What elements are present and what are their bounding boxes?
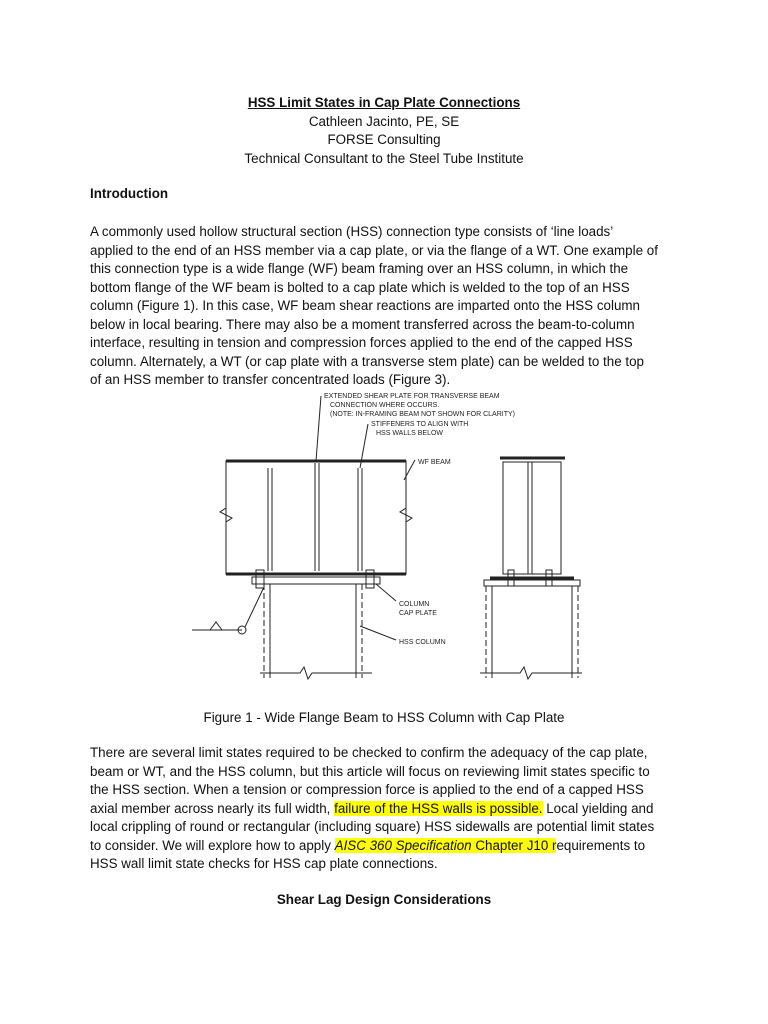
paragraph-line: A commonly used hollow structural section (HSS) connection type consists of ‘line loads’ xyxy=(90,224,614,239)
leader-extended-plate xyxy=(316,396,321,461)
label-wf-beam: WF BEAM xyxy=(418,459,451,466)
label-column-cap-2: CAP PLATE xyxy=(399,610,437,617)
paragraph-line: of an HSS member to transfer concentrated loads (Figure 3). xyxy=(90,372,451,387)
company-name: FORSE Consulting xyxy=(327,132,441,147)
label-stiffeners-1: STIFFENERS TO ALIGN WITH xyxy=(371,421,469,428)
paragraph-line: column. Alternately, a WT (or cap plate with a transverse stem plate) can be welded to the top xyxy=(90,353,645,369)
document-header xyxy=(0,94,768,168)
paragraph-line: bottom flange of the WF beam is bolted to a cap plate which is welded to the top of an HSS xyxy=(90,279,630,295)
label-extended-plate-3: (NOTE: IN-FRAMING BEAM NOT SHOWN FOR CLARITY) xyxy=(330,411,515,418)
paragraph-line: below in local bearing. There may also be a moment transferred across the beam-to-column xyxy=(90,316,635,332)
highlighted-italic-text: AISC 360 Specification xyxy=(334,837,472,853)
introduction-paragraph xyxy=(90,223,690,390)
highlighted-text: Chapter J10 r xyxy=(471,837,557,853)
author-name: Cathleen Jacinto, PE, SE xyxy=(308,113,460,129)
label-column-cap-1: COLUMN xyxy=(399,601,430,608)
paragraph-line: HSS wall limit state checks for HSS cap plate connections. xyxy=(90,856,438,871)
paragraph-line: local crippling of round or rectangular (including square) HSS sidewalls are potential limit states xyxy=(90,819,655,834)
figure-1-drawing xyxy=(190,388,590,688)
author-role: Technical Consultant to the Steel Tube Institute xyxy=(244,150,524,166)
document-title: HSS Limit States in Cap Plate Connections xyxy=(247,95,521,110)
paragraph-line: beam or WT, and the HSS column, but this article will focus on reviewing limit states specific to xyxy=(90,763,650,779)
paragraph-line: this connection type is a wide flange (WF) beam framing over an HSS column, in which the xyxy=(90,261,629,276)
paragraph-line: column (Figure 1). In this case, WF beam shear reactions are imparted onto the HSS column xyxy=(90,298,640,313)
leader-cap-plate xyxy=(376,584,396,601)
column-break xyxy=(260,667,372,679)
wf-beam-web xyxy=(226,461,406,574)
connection-detail-drawing xyxy=(190,388,590,688)
paragraph-line: There are several limit states required to be checked to confirm the adequacy of the cap plate, xyxy=(90,745,648,760)
introduction-heading: Introduction xyxy=(90,186,169,201)
limit-states-paragraph xyxy=(90,744,690,874)
leader-hss-column xyxy=(360,626,396,640)
figure-1-caption: Figure 1 - Wide Flange Beam to HSS Column with Cap Plate xyxy=(203,710,565,725)
label-hss-column: HSS COLUMN xyxy=(399,639,446,646)
label-extended-plate-1: EXTENDED SHEAR PLATE FOR TRANSVERSE BEAM xyxy=(324,393,500,400)
paragraph-line: the HSS section. When a tension or compression force is applied to the end of a capped HSS xyxy=(90,782,644,797)
highlighted-text: failure of the HSS walls is possible. xyxy=(334,800,543,816)
paragraph-line: interface, resulting in tension and compression forces applied to the end of the capped HSS xyxy=(90,335,633,350)
shear-lag-heading: Shear Lag Design Considerations xyxy=(276,892,492,907)
column-cap-plate xyxy=(252,577,380,584)
label-stiffeners-2: HSS WALLS BELOW xyxy=(376,430,444,437)
paragraph-line: axial member across nearly its full width, failure of the HSS walls is possible. Local yielding and xyxy=(90,800,654,816)
cap-plate-section xyxy=(484,580,580,586)
paragraph-line: to consider. We will explore how to apply AISC 360 Specification Chapter J10 requirements to xyxy=(90,837,646,853)
label-extended-plate-2: CONNECTION WHERE OCCURS. xyxy=(330,402,440,409)
paragraph-line: applied to the end of an HSS member via a cap plate, or via the flange of a WT. One example of xyxy=(90,242,658,258)
